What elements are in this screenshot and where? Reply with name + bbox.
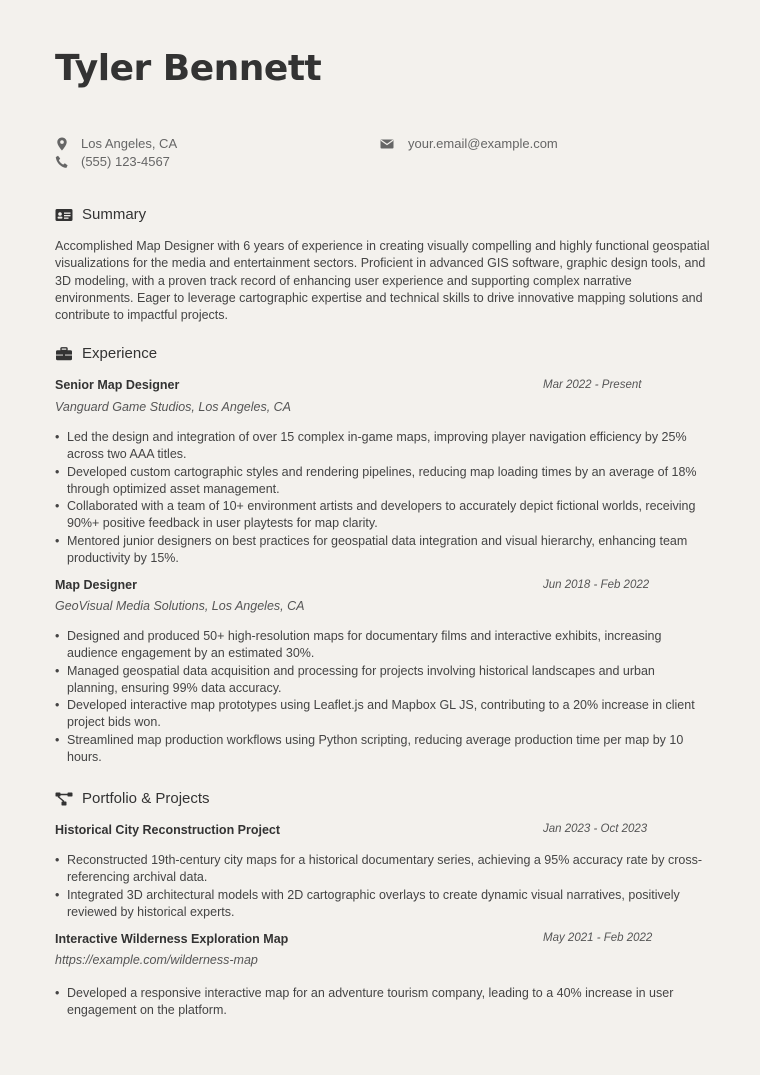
job-bullets xyxy=(55,429,705,567)
project-bullets xyxy=(55,852,705,921)
job-bullets xyxy=(55,628,705,766)
phone-text: (555) 123-4567 xyxy=(81,154,170,169)
project-diagram-icon xyxy=(55,792,73,806)
job-title: Map Designer xyxy=(55,578,137,592)
job-date: Mar 2022 - Present xyxy=(543,379,642,391)
list-item: • Designed and produced 50+ high-resolution maps for documentary films and interactive exhibits, increasing audience engagement by an estimated 30%. xyxy=(55,628,705,663)
project-date: May 2021 - Feb 2022 xyxy=(543,932,653,944)
list-item: • Collaborated with a team of 10+ environment artists and developers to accurately depict fictional worlds, receiving 90%+ positive feedback in user playtests for map clarity. xyxy=(55,498,705,533)
list-item: • Developed custom cartographic styles and rendering pipelines, reducing map loading times by an average of 18% through optimized asset management. xyxy=(55,464,705,499)
map-pin-icon xyxy=(55,137,69,151)
projects-heading-text: Portfolio & Projects xyxy=(82,790,210,807)
project-link[interactable]: https://example.com/wilderness-map xyxy=(55,953,258,967)
candidate-name: Tyler Bennett xyxy=(55,48,322,89)
contact-phone xyxy=(55,154,170,169)
project-bullets xyxy=(55,985,705,1020)
list-item: • Managed geospatial data acquisition and processing for projects involving historical landscapes and urban planning, ensuring 99% data accuracy. xyxy=(55,663,705,698)
phone-icon xyxy=(55,155,69,169)
list-item: • Reconstructed 19th-century city maps for a historical documentary series, achieving a 95% accuracy rate by cross-referencing archival data. xyxy=(55,852,705,887)
project-date: Jan 2023 - Oct 2023 xyxy=(543,823,648,835)
contact-location xyxy=(55,136,177,151)
project-title: Interactive Wilderness Exploration Map xyxy=(55,932,289,946)
experience-heading-text: Experience xyxy=(82,345,158,362)
job-company: Vanguard Game Studios, Los Angeles, CA xyxy=(55,400,292,414)
list-item: • Developed interactive map prototypes using Leaflet.js and Mapbox GL JS, contributing to a 20% increase in client project bids won. xyxy=(55,697,705,732)
contact-email[interactable] xyxy=(380,136,558,151)
id-card-icon xyxy=(55,208,73,222)
list-item: • Led the design and integration of over 15 complex in-game maps, improving player navigation efficiency by 25% across two AAA titles. xyxy=(55,429,705,464)
list-item: • Developed a responsive interactive map for an adventure tourism company, leading to a 40% increase in user engagement on the platform. xyxy=(55,985,705,1020)
job-date: Jun 2018 - Feb 2022 xyxy=(543,579,650,591)
location-text: Los Angeles, CA xyxy=(81,136,178,151)
experience-heading xyxy=(55,345,157,362)
summary-heading-text: Summary xyxy=(82,206,147,223)
projects-heading xyxy=(55,790,210,807)
job-title: Senior Map Designer xyxy=(55,378,180,392)
briefcase-icon xyxy=(55,347,73,361)
list-item: • Streamlined map production workflows using Python scripting, reducing average production time per map by 10 hours. xyxy=(55,732,705,767)
list-item: • Integrated 3D architectural models with 2D cartographic overlays to create dynamic visual narratives, positively reviewed by historical experts. xyxy=(55,887,705,922)
project-title: Historical City Reconstruction Project xyxy=(55,823,281,837)
email-text[interactable]: your.email@example.com xyxy=(408,136,558,151)
list-item: • Mentored junior designers on best practices for geospatial data integration and visual hierarchy, enhancing team productivity by 15%. xyxy=(55,533,705,568)
summary-text: Accomplished Map Designer with 6 years of experience in creating visually compelling and highly functional geospatial visualizations for the media and entertainment sectors. Proficient in advanced GIS software, graphic design tools, and 3D modeling, with a proven track record of enhancing user experience and supporting complex narrative environments. Eager to leverage cartographic expertise and technical skills to drive innovative mapping solutions and contribute to impactful projects. xyxy=(55,239,710,323)
job-company: GeoVisual Media Solutions, Los Angeles, CA xyxy=(55,599,305,613)
summary-heading xyxy=(55,206,146,223)
envelope-icon xyxy=(380,137,394,151)
